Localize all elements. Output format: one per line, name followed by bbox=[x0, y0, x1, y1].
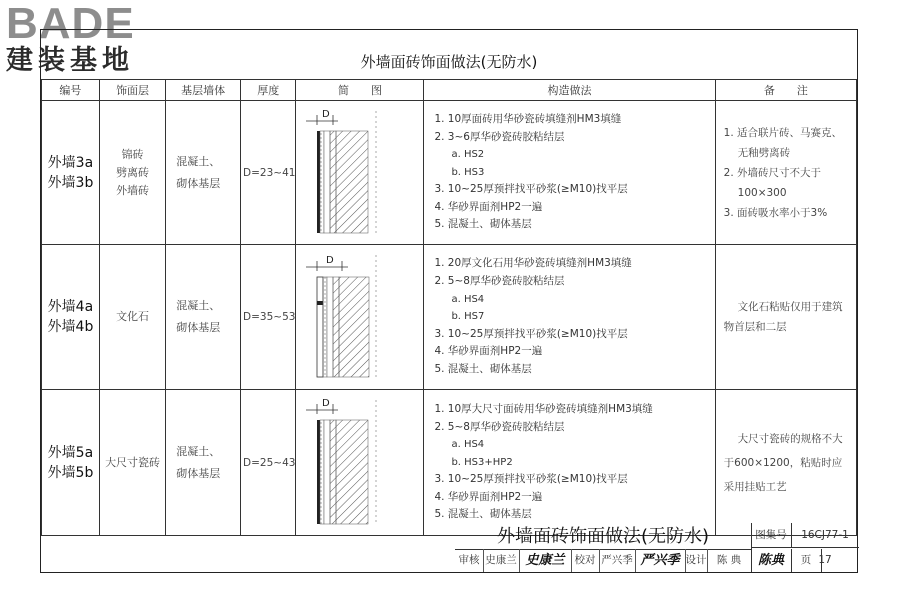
table-row bbox=[42, 245, 857, 390]
wall-section-diagram bbox=[296, 101, 423, 241]
spec-table bbox=[41, 79, 857, 536]
logo-chinese-name: 建装基地 bbox=[6, 45, 134, 76]
construction-step: 1. 10厚面砖用华砂瓷砖填缝剂HM3填缝 bbox=[434, 112, 622, 125]
construction-substep: b. HS3+HP2 bbox=[451, 456, 513, 468]
construction-step: 4. 华砂界面剂HP2一遍 bbox=[434, 200, 543, 213]
construction-substep: a. HS4 bbox=[451, 293, 485, 305]
base-line: 砌体基层 bbox=[176, 176, 221, 190]
base-line: 砌体基层 bbox=[176, 321, 221, 334]
construction-step: 2. 3~6厚华砂瓷砖胶粘结层 bbox=[434, 130, 565, 143]
construction-step: 2. 5~8厚华砂瓷砖胶粘结层 bbox=[434, 420, 565, 433]
check-signature: 严兴季 bbox=[635, 549, 686, 572]
thickness-cell: D=23~41 bbox=[241, 101, 296, 245]
page-label: 页 bbox=[791, 549, 822, 572]
construction-step: 5. 混凝土、砌体基层 bbox=[434, 508, 532, 521]
facing-line: 劈离砖 bbox=[116, 165, 150, 179]
atlas-number: 16CJ77-1 bbox=[791, 523, 859, 548]
check-name: 严兴季 bbox=[599, 549, 636, 572]
table-header-row bbox=[42, 80, 857, 101]
page-number: 17 bbox=[818, 554, 832, 566]
col-header-facing: 饰面层 bbox=[99, 80, 165, 101]
note-item: 文化石粘贴仅用于建筑物首层和二层 bbox=[723, 301, 843, 333]
section-diagram-cell bbox=[296, 101, 424, 245]
table-row bbox=[42, 390, 857, 536]
wall-code-cell bbox=[42, 101, 100, 245]
dimension-label: D bbox=[322, 398, 331, 409]
facing-cell bbox=[99, 390, 165, 536]
construction-substep: b. HS7 bbox=[451, 311, 485, 323]
construction-step: 2. 5~8厚华砂瓷砖胶粘结层 bbox=[434, 275, 565, 288]
construction-steps-cell bbox=[424, 101, 715, 245]
logo-wordmark: BADE bbox=[6, 0, 135, 48]
base-line: 混凝土、 bbox=[176, 154, 221, 168]
col-header-notes: 备 注 bbox=[715, 80, 856, 101]
base-line: 混凝土、 bbox=[176, 444, 221, 458]
review-label: 审核 bbox=[455, 549, 484, 572]
note-item: 1. 适合联片砖、马赛克、无釉劈离砖 bbox=[723, 126, 843, 159]
wall-section-diagram bbox=[296, 390, 423, 532]
construction-step: 3. 10~25厚预拌找平砂浆(≥M10)找平层 bbox=[434, 183, 628, 196]
construction-step: 1. 20厚文化石用华砂瓷砖填缝剂HM3填缝 bbox=[434, 257, 632, 270]
construction-substep: b. HS3 bbox=[451, 166, 485, 178]
sheet-title: 外墙面砖饰面做法(无防水) bbox=[360, 53, 538, 71]
review-name: 史康兰 bbox=[483, 549, 520, 572]
title-block-main-title: 外墙面砖饰面做法(无防水) bbox=[455, 523, 752, 550]
wall-code-b: 外墙3b bbox=[47, 174, 94, 191]
wall-section-diagram bbox=[296, 245, 423, 386]
drawing-sheet bbox=[40, 29, 858, 573]
col-header-thickness: 厚度 bbox=[241, 80, 296, 101]
section-diagram-cell bbox=[296, 245, 424, 390]
signature-row bbox=[455, 549, 752, 572]
facing-cell bbox=[99, 245, 165, 390]
table-row bbox=[42, 101, 857, 245]
facing-line: 锦砖 bbox=[121, 147, 144, 161]
construction-step: 4. 华砂界面剂HP2一遍 bbox=[434, 345, 543, 358]
construction-substep: a. HS4 bbox=[451, 439, 485, 451]
construction-substep: a. HS2 bbox=[451, 149, 485, 161]
col-header-construction: 构造做法 bbox=[424, 80, 715, 101]
wall-code-cell bbox=[42, 245, 100, 390]
construction-step: 5. 混凝土、砌体基层 bbox=[434, 362, 532, 375]
notes-cell bbox=[715, 101, 856, 245]
note-item: 2. 外墙砖尺寸不大于100×300 bbox=[723, 166, 822, 199]
wall-code-a: 外墙3a bbox=[47, 154, 94, 171]
note-item: 3. 面砖吸水率小于3% bbox=[723, 206, 828, 219]
check-label: 校对 bbox=[571, 549, 600, 572]
construction-step: 4. 华砂界面剂HP2一遍 bbox=[434, 490, 543, 503]
base-wall-cell bbox=[166, 245, 241, 390]
review-signature: 史康兰 bbox=[519, 549, 572, 572]
base-line: 砌体基层 bbox=[176, 466, 221, 480]
col-header-code: 编号 bbox=[42, 80, 100, 101]
thickness-cell: D=35~53 bbox=[241, 245, 296, 390]
construction-step: 3. 10~25厚预拌找平砂浆(≥M10)找平层 bbox=[434, 327, 628, 340]
construction-steps-cell bbox=[424, 390, 715, 536]
wall-code-a: 外墙5a bbox=[47, 444, 94, 461]
note-item: 大尺寸瓷砖的规格不大于600×1200，粘贴时应采用挂贴工艺 bbox=[723, 432, 843, 493]
dimension-label: D bbox=[322, 109, 331, 120]
base-line: 混凝土、 bbox=[176, 299, 221, 312]
construction-step: 5. 混凝土、砌体基层 bbox=[434, 218, 532, 231]
base-wall-cell bbox=[166, 101, 241, 245]
notes-cell bbox=[715, 245, 856, 390]
title-block bbox=[455, 523, 859, 572]
section-diagram-cell bbox=[296, 390, 424, 536]
wall-code-b: 外墙4b bbox=[47, 319, 94, 335]
design-label: 设计 bbox=[685, 549, 708, 572]
facing-cell bbox=[99, 101, 165, 245]
atlas-number-label: 图集号 bbox=[751, 523, 792, 548]
dimension-label: D bbox=[326, 255, 335, 266]
col-header-figure: 简 图 bbox=[296, 80, 424, 101]
notes-cell bbox=[715, 390, 856, 536]
thickness-cell: D=25~43 bbox=[241, 390, 296, 536]
construction-step: 3. 10~25厚预拌找平砂浆(≥M10)找平层 bbox=[434, 473, 628, 486]
facing-line: 大尺寸瓷砖 bbox=[105, 455, 161, 469]
base-wall-cell bbox=[166, 390, 241, 536]
design-signature: 陈典 bbox=[751, 549, 792, 572]
construction-steps-cell bbox=[424, 245, 715, 390]
facing-line: 文化石 bbox=[116, 310, 150, 323]
wall-code-a: 外墙4a bbox=[47, 299, 94, 315]
wall-code-cell bbox=[42, 390, 100, 536]
design-name: 陈 典 bbox=[716, 554, 742, 566]
col-header-base: 基层墙体 bbox=[166, 80, 241, 101]
wall-code-b: 外墙5b bbox=[47, 464, 94, 481]
facing-line: 外墙砖 bbox=[116, 183, 150, 197]
construction-step: 1. 10厚大尺寸面砖用华砂瓷砖填缝剂HM3填缝 bbox=[434, 402, 653, 415]
